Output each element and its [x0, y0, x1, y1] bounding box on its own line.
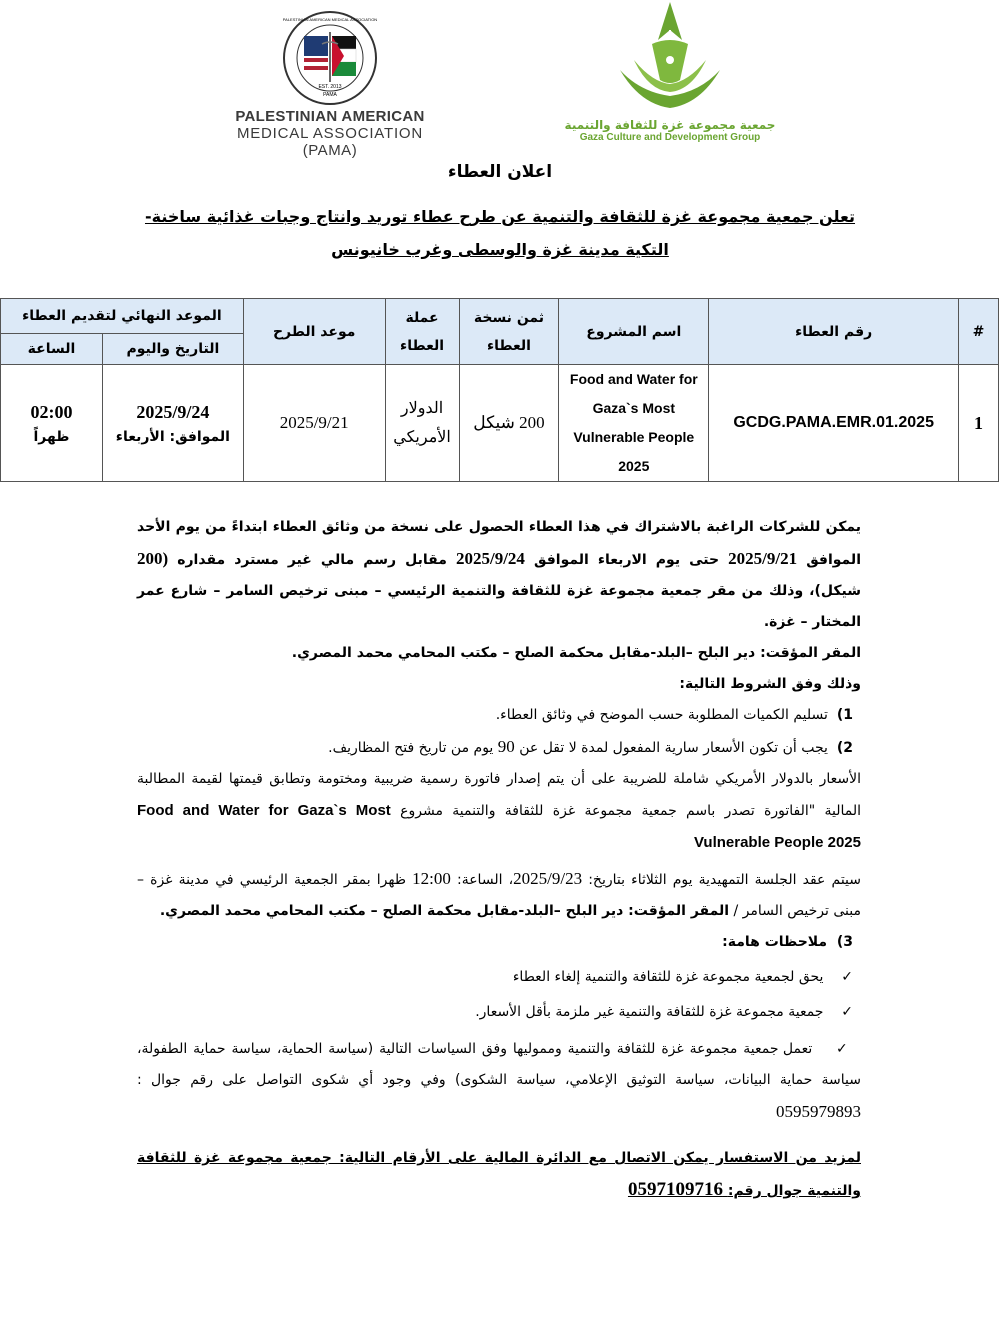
- announcement-body: [137, 512, 861, 1207]
- seal-name: PALESTINIAN AMERICAN MEDICAL ASSOCIATION: [282, 17, 378, 22]
- session-date: 2025/9/23: [513, 869, 583, 888]
- session-time: 12:00: [412, 869, 451, 888]
- intro-paragraph: [137, 512, 861, 638]
- header-tender-no: رقم العطاء: [709, 299, 959, 365]
- header-copy-price: ثمن نسخة العطاء: [459, 299, 559, 365]
- session-paragraph: [137, 863, 861, 927]
- page-subtitle: تعلن جمعية مجموعة غزة للثقافة والتنمية عن طرح عطاء توريد وانتاج وجبات غذائية ساخنة- التكية مدينة غزة والوسطى وغرب خانيونس: [144, 207, 856, 259]
- cond1-num: 1): [836, 707, 853, 723]
- session-text-a: سيتم عقد الجلسة التمهيدية يوم الثلاثاء بتاريخ:: [588, 872, 862, 888]
- pama-name-line2: MEDICAL ASSOCIATION: [236, 125, 424, 142]
- cond2-text-a: يجب أن تكون الأسعار سارية المفعول لمدة لا تقل عن: [519, 740, 828, 756]
- prices-text: الأسعار بالدولار الأمريكي شاملة للضريبة على أن يتم إصدار فاتورة رسمية ضريبية ومختومة وتطابق قيمتها لقيمة المطالبة المالية "الفاتورة تصدر باسم جمعية مجموعة غزة للثقافة والتنمية مشروع: [137, 771, 862, 819]
- note-1: [137, 962, 861, 993]
- gcdg-pen-icon: [600, 0, 740, 118]
- session-text-c: ظهرا بمقر الجمعية الرئيسي في مدينة غزة – مبنى ترخيص السامر /: [137, 872, 861, 919]
- cell-copy-price: 200 شيكل: [459, 365, 559, 482]
- seal-est: EST. 2013: [318, 84, 342, 90]
- cell-project: [559, 365, 709, 482]
- intro-amount: (200: [137, 549, 169, 568]
- prices-project: Food and Water for Gaza`s Most Vulnerable People 2025: [137, 802, 861, 851]
- note-2: [137, 997, 861, 1028]
- pama-logo: [210, 10, 450, 159]
- check-icon: ✓: [841, 969, 853, 985]
- contact-text: لمزيد من الاستفسار يمكن الاتصال مع الدائرة المالية على الأرقام التالية: جمعية مجموعة غزة للثقافة والتنمية جوال رقم:: [137, 1150, 861, 1199]
- cell-currency: الدولار الأمريكي: [385, 365, 459, 482]
- contact-paragraph: [137, 1143, 861, 1207]
- note1-text: يحق لجمعية مجموعة غزة للثقافة والتنمية إلغاء العطاء: [512, 969, 824, 985]
- note2-text: جمعية مجموعة غزة للثقافة والتنمية غير ملزمة بأقل الأسعار.: [475, 1004, 824, 1020]
- intro-text-d: شيكل)، وذلك من مقر جمعية مجموعة غزة للثقافة والتنمية الرئيسي – مبنى ترخيص السامر – شارع عمر المختار – غزة.: [137, 583, 861, 630]
- page-title: اعلان العطاء: [447, 162, 553, 182]
- note3-phone: 0595979893: [776, 1102, 861, 1121]
- condition-2: [137, 731, 861, 764]
- pama-name-line3: (PAMA): [302, 142, 358, 159]
- cond2-num: 2): [836, 740, 853, 756]
- seal-abbr: PAMA: [323, 92, 337, 98]
- logos-header: [0, 0, 1000, 160]
- cond2-text-b: يوم من تاريخ فتح المظاريف.: [328, 740, 494, 756]
- temp-hq: المقر المؤقت: دير البلح –البلد-مقابل محكمة الصلح – مكتب المحامي محمد المصري.: [291, 645, 861, 661]
- intro-text-b: حتى يوم الاربعاء الموافق: [534, 552, 720, 568]
- header-date-day: التاريخ واليوم: [102, 334, 243, 365]
- cell-tender-no: GCDG.PAMA.EMR.01.2025: [709, 365, 959, 482]
- prices-paragraph: [137, 764, 861, 859]
- header-offer-date: موعد الطرح: [243, 299, 385, 365]
- deadline-day: الموافق: الأربعاء: [115, 428, 230, 445]
- contact-phone: 0597109716: [627, 1179, 723, 1200]
- notes-num: 3): [836, 934, 853, 950]
- deadline-time: 02:00: [30, 401, 73, 422]
- gcdg-name-ar: جمعية مجموعة غزة للثقافة والتنمية: [564, 118, 776, 132]
- header-time: الساعة: [1, 334, 103, 365]
- gcdg-name-en: Gaza Culture and Development Group: [579, 132, 761, 143]
- cond1-text: تسليم الكميات المطلوبة حسب الموضح في وثائق العطاء.: [495, 707, 828, 723]
- cond2-days: 90: [497, 737, 515, 756]
- header-project: اسم المشروع: [559, 299, 709, 365]
- cell-no: 1: [959, 365, 999, 482]
- header-deadline: الموعد النهائي لتقديم العطاء: [1, 299, 244, 334]
- deadline-date: 2025/9/24: [136, 401, 210, 422]
- condition-1: [137, 700, 861, 731]
- header-currency: عملة العطاء: [385, 299, 459, 365]
- notes-title: [137, 927, 861, 958]
- header-no: #: [959, 299, 999, 365]
- check-icon: ✓: [841, 1004, 853, 1020]
- table-row: [1, 365, 999, 482]
- pama-name-line1: PALESTINIAN AMERICAN: [235, 108, 425, 125]
- session-temp-hq: المقر المؤقت: دير البلح –البلد-مقابل محكمة الصلح – مكتب المحامي محمد المصري.: [159, 903, 730, 919]
- check-icon: ✓: [835, 1041, 850, 1057]
- conditions-title: وذلك وفق الشروط التالية:: [679, 676, 861, 692]
- intro-date2: 2025/9/24: [455, 549, 525, 568]
- note3-text: تعمل جمعية مجموعة غزة للثقافة والتنمية ومموليها وفق السياسات التالية (سياسة الحماية، سياسة حماية الطفولة، سياسة حماية البيانات، سياسة التوثيق الإعلامي، سياسة الشكوى) وفي وجود أي شكوى التواصل على رقم جوال :: [137, 1041, 861, 1088]
- notes-title-text: ملاحظات هامة:: [722, 934, 828, 950]
- project-name: Food and Water for Gaza`s Most Vulnerable People 2025: [569, 371, 698, 474]
- intro-text-a: يمكن للشركات الراغبة بالاشتراك في هذا العطاء الحصول على نسخة من وثائق العطاء ابتداءً من يوم الأحد الموافق: [137, 519, 861, 568]
- gcdg-logo: [560, 0, 780, 143]
- note-3: [137, 1034, 861, 1129]
- table-header-row: [1, 299, 999, 334]
- session-text-b: ، الساعة:: [456, 872, 514, 888]
- intro-date1: 2025/9/21: [728, 549, 798, 568]
- pama-seal: [282, 10, 378, 106]
- tender-table: [0, 298, 999, 482]
- deadline-period: ظهراً: [33, 428, 70, 445]
- cell-deadline-time: [1, 365, 103, 482]
- cell-offer-date: 2025/9/21: [243, 365, 385, 482]
- intro-text-c: مقابل رسم مالي غير مسترد مقداره: [177, 552, 447, 568]
- cell-deadline-date: [102, 365, 243, 482]
